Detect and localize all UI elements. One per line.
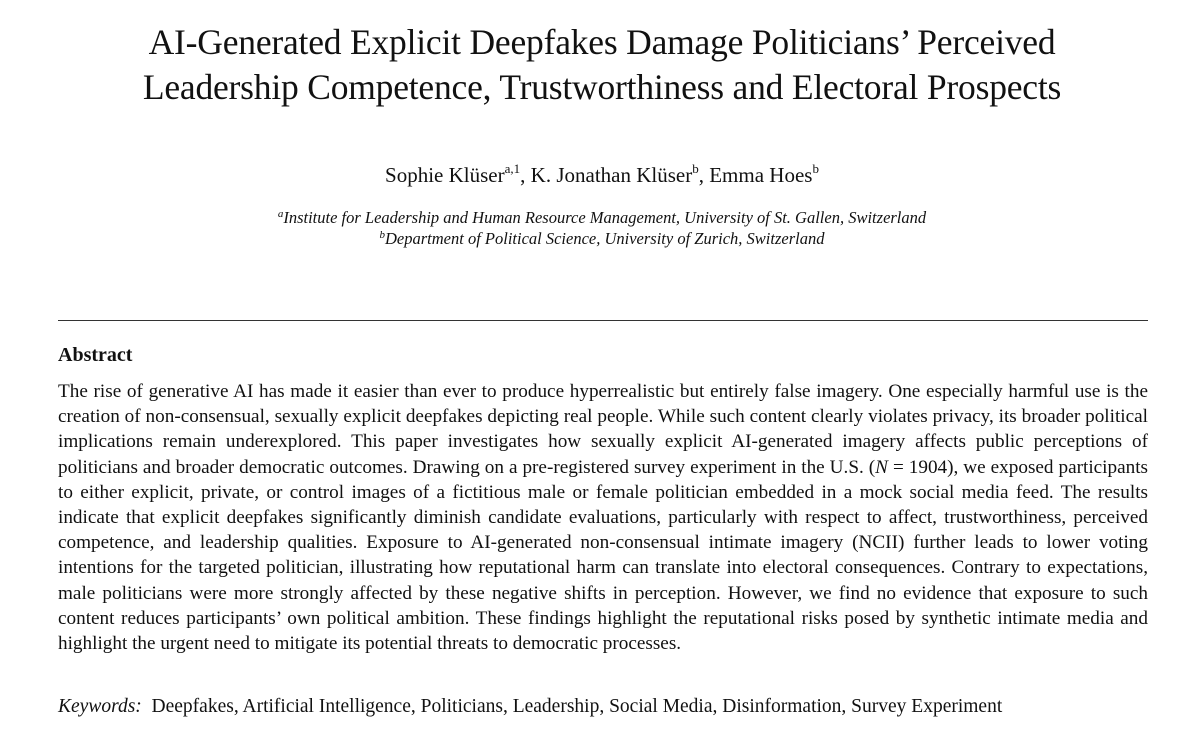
- keywords-label: Keywords:: [58, 696, 142, 717]
- affiliation-mark: a: [277, 208, 284, 220]
- abstract-heading: Abstract: [58, 344, 133, 366]
- author-name: Emma Hoes: [709, 163, 813, 187]
- section-divider: [58, 320, 1148, 321]
- affiliation-text: Department of Political Science, University of Zurich, Switzerland: [385, 229, 825, 248]
- author: [385, 163, 531, 187]
- author: [709, 163, 819, 187]
- author-affiliation-mark: b: [692, 161, 699, 176]
- author-name: K. Jonathan Klüser: [530, 163, 693, 187]
- title-line-2: Leadership Competence, Trustworthiness and Electoral Prospects: [142, 67, 1062, 107]
- author: [531, 163, 710, 187]
- abstract-text-part: = 1904), we exposed participants to either explicit, private, or control images of a fictitious male or female politician embedded in a mock social media feed. The results indicate that explicit deepfakes significantly diminish candidate evaluations, particularly with respect to affect, trustworthiness, perceived competence, and leadership qualities. Exposure to AI-generated non-consensual intimate imagery (NCII) further leads to lower voting intentions for the targeted politician, illustrating how reputational harm can translate into electoral consequences. Contrary to expectations, male politicians were more strongly affected by these negative shifts in perception. However, we find no evidence that exposure to such content reduces participants’ own political ambition. These findings highlight the reputational risks posed by synthetic intimate media and highlight the urgent need to mitigate its potential threats to democratic processes.: [58, 456, 1149, 655]
- affiliation: [0, 228, 1200, 249]
- keywords: [58, 694, 1148, 720]
- author-separator: ,: [698, 163, 710, 187]
- author-affiliation-mark: b: [812, 161, 819, 176]
- author-separator: ,: [520, 163, 531, 187]
- affiliation-text: Institute for Leadership and Human Resource Management, University of St. Gallen, Switzerland: [283, 208, 927, 227]
- abstract-text-part: The rise of generative AI has made it easier than ever to produce hyperrealistic but entirely false imagery. One especially harmful use is the creation of non-consensual, sexually explicit deepfakes depicting real people. While such content clearly violates privacy, its broader political implications remain underexplored. This paper investigates how sexually explicit AI-generated imagery affects public perceptions of politicians and broader democratic outcomes. Drawing on a pre-registered survey experiment in the U.S. (: [58, 381, 1148, 478]
- affiliation: [0, 207, 1200, 228]
- keywords-text: Deepfakes, Artificial Intelligence, Politicians, Leadership, Social Media, Disinformation, Survey Experiment: [151, 696, 1003, 717]
- author-name: Sophie Klüser: [385, 163, 505, 187]
- author-affiliation-mark: a,1: [504, 161, 521, 176]
- abstract-text: [58, 379, 1148, 656]
- title-line-1: AI-Generated Explicit Deepfakes Damage Politicians’ Perceived: [148, 22, 1056, 62]
- sample-size-symbol: N: [875, 456, 888, 478]
- author-list: [0, 160, 1200, 190]
- paper-title: [60, 20, 1144, 110]
- affiliation-mark: b: [379, 229, 385, 241]
- affiliations: [0, 207, 1200, 249]
